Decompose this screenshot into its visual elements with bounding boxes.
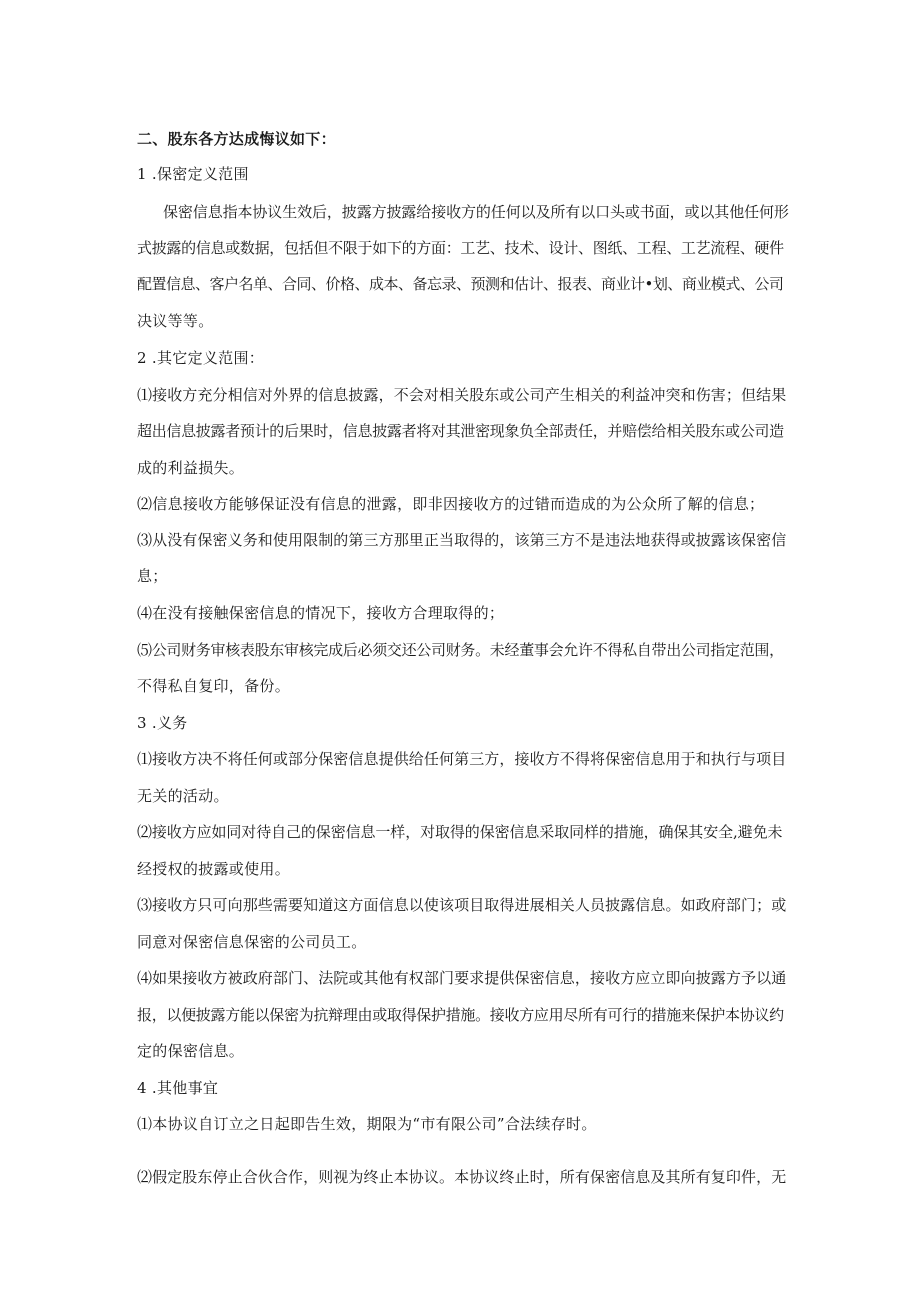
s2-item-line: ⑵信息接收方能够保证没有信息的泄露，即非因接收方的过错而造成的为公众所了解的信息； <box>137 495 765 513</box>
s1-paragraph-line: 决议等等。 <box>137 312 214 330</box>
s3-item-line: ⑶接收方只可向那些需要知道这方面信息以使该项目取得进展相关人员披露信息。如政府部门；或 <box>137 896 787 914</box>
s2-item-line: ⑷在没有接触保密信息的情况下，接收方合理取得的； <box>137 604 505 622</box>
s1-title: 1 .保密定义范围 <box>137 165 249 183</box>
s1-paragraph-line: 保密信息指本协议生效后，披露方披露给接收方的任何以及所有以口头或书面，或以其他任何形 <box>163 203 789 221</box>
s2-item-line: 成的利益损失。 <box>137 459 245 477</box>
s2-item-line: 不得私自复印，备份。 <box>137 677 291 695</box>
s2-item-line: 息； <box>137 567 168 585</box>
s4-item-line: ⑵假定股东停止合伙合作，则视为终止本协议。本协议终止时，所有保密信息及其所有复印件，无 <box>137 1168 787 1186</box>
s3-item-line: ⑴接收方决不将任何或部分保密信息提供给任何第三方，接收方不得将保密信息用于和执行与项目 <box>137 750 787 768</box>
section-heading: 二、股东各方达成悔议如下： <box>137 130 336 148</box>
s3-item-line: ⑵接收方应如同对待自己的保密信息一样，对取得的保密信息采取同样的措施，确保其安全,避免未 <box>137 823 783 841</box>
s3-item-line: 报，以便披露方能以保密为抗辩理由或取得保护措施。接收方应用尽所有可行的措施来保护本协议约 <box>137 1006 784 1024</box>
s2-item-line: ⑸公司财务审核表股东审核完成后必须交还公司财务。未经董事会允许不得私自带出公司指定范围， <box>137 641 784 659</box>
s2-item-line: ⑴接收方充分相信对外界的信息披露，不会对相关股东或公司产生相关的利益冲突和伤害；但结果 <box>137 386 787 404</box>
s4-item-line: ⑴本协议自订立之日起即告生效，期限为“市有限公司”合法续存时。 <box>137 1115 597 1133</box>
s3-item-line: 同意对保密信息保密的公司员工。 <box>137 933 367 951</box>
s2-item-line: ⑶从没有保密义务和使用限制的第三方那里正当取得的，该第三方不是违法地获得或披露该保密信 <box>137 531 787 549</box>
s3-item-line: 定的保密信息。 <box>137 1042 245 1060</box>
s3-item-line: 无关的活动。 <box>137 787 229 805</box>
s3-item-line: ⑷如果接收方被政府部门、法院或其他有权部门要求提供保密信息，接收方应立即向披露方予以通 <box>137 969 787 987</box>
s1-paragraph-line: 配置信息、客户名单、合同、价格、成本、备忘录、预测和估计、报表、商业计•划、商业模式、公司 <box>137 275 784 293</box>
s3-title: 3 .义务 <box>137 714 188 732</box>
s2-title: 2 .其它定义范围： <box>137 349 265 367</box>
s3-item-line: 经授权的披露或使用。 <box>137 860 291 878</box>
s1-paragraph-line: 式披露的信息或数据，包括但不限于如下的方面：工艺、技术、设计、图纸、工程、工艺流程、硬件 <box>137 239 784 257</box>
s2-item-line: 超出信息披露者预计的后果时，信息披露者将对其泄密现象负全部责任，并赔偿给相关股东或公司造 <box>137 422 784 440</box>
s4-title: 4 .其他事宜 <box>137 1079 219 1097</box>
